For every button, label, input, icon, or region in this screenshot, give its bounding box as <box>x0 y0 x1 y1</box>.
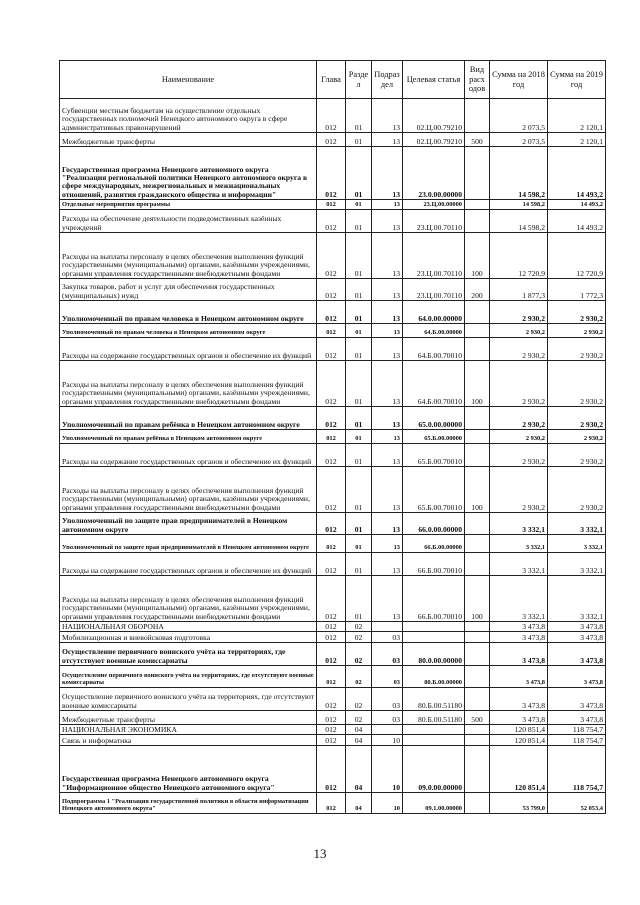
cell-glava: 012 <box>317 576 346 622</box>
cell-name: Уполномоченный по защите прав предпринимателей в Ненецком автономном округе <box>60 535 317 553</box>
cell-razdel: 01 <box>346 279 372 301</box>
cell-name: Расходы на выплаты персоналу в целях обеспечения выполнения функций государственными (муниципальными) органами, казёнными учреждениями, органами управления государственными внебюджетными фондами <box>60 233 317 279</box>
table-row <box>60 233 606 279</box>
cell-vid <box>465 513 490 535</box>
cell-sum-2019: 3 473,8 <box>548 632 606 643</box>
cell-vid <box>465 632 490 643</box>
cell-statya: 80.Б.00.51180 <box>403 711 465 725</box>
cell-statya: 65.Б.00.70010 <box>403 444 465 467</box>
table-row <box>60 324 606 338</box>
cell-name: Уполномоченный по защите прав предпринимателей в Ненецком автономном округе <box>60 513 317 535</box>
cell-name: Осуществление первичного воинского учёта на территориях, где отсутствуют военные комиссариаты <box>60 643 317 666</box>
table-row <box>60 361 606 407</box>
cell-podrazdel: 03 <box>372 666 403 688</box>
cell-name: Государственная программа Ненецкого автономного округа "Информационное общество Ненецкого автономного округа" <box>60 746 317 793</box>
cell-vid <box>465 793 490 814</box>
cell-sum-2018: 3 473,8 <box>490 688 548 711</box>
cell-statya: 66.Б.00.00000 <box>403 535 465 553</box>
cell-sum-2018: 2 930,2 <box>490 467 548 513</box>
cell-name: Расходы на содержание государственных органов и обеспечение их функций <box>60 444 317 467</box>
cell-glava: 012 <box>317 407 346 430</box>
cell-vid: 100 <box>465 361 490 407</box>
cell-razdel: 04 <box>346 793 372 814</box>
cell-name: Уполномоченный по правам человека в Ненецком автономном округе <box>60 324 317 338</box>
cell-sum-2019: 3 473,8 <box>548 688 606 711</box>
table-row <box>60 622 606 632</box>
cell-podrazdel: 03 <box>372 711 403 725</box>
cell-sum-2019: 3 473,8 <box>548 666 606 688</box>
table-body <box>60 99 606 814</box>
cell-podrazdel: 13 <box>372 200 403 210</box>
cell-sum-2018: 3 473,8 <box>490 711 548 725</box>
cell-statya: 66.Б.00.70010 <box>403 576 465 622</box>
cell-razdel: 01 <box>346 467 372 513</box>
cell-sum-2018: 2 930,2 <box>490 407 548 430</box>
cell-razdel: 02 <box>346 622 372 632</box>
table-row <box>60 301 606 324</box>
page-number: 13 <box>313 846 327 861</box>
cell-statya: 80.Б.00.00000 <box>403 666 465 688</box>
cell-sum-2019: 52 053,4 <box>548 793 606 814</box>
cell-glava: 012 <box>317 666 346 688</box>
cell-sum-2019: 12 720,9 <box>548 233 606 279</box>
table-row <box>60 210 606 233</box>
cell-statya: 02.Ц.00.79210 <box>403 99 465 133</box>
cell-vid <box>465 147 490 200</box>
cell-podrazdel: 03 <box>372 688 403 711</box>
cell-sum-2019: 118 754,7 <box>548 735 606 746</box>
cell-sum-2019: 2 930,2 <box>548 338 606 361</box>
cell-podrazdel <box>372 725 403 735</box>
cell-vid <box>465 688 490 711</box>
cell-glava: 012 <box>317 147 346 200</box>
cell-statya: 80.0.00.00000 <box>403 643 465 666</box>
cell-statya: 66.Б.00.70010 <box>403 553 465 576</box>
cell-statya: 64.Б.00.70010 <box>403 361 465 407</box>
cell-sum-2018: 3 332,1 <box>490 576 548 622</box>
cell-statya: 23.Ц.00.70110 <box>403 233 465 279</box>
cell-podrazdel: 13 <box>372 210 403 233</box>
table-row <box>60 147 606 200</box>
header-razdel: Разде л <box>346 61 372 99</box>
cell-vid <box>465 407 490 430</box>
cell-name: Межбюджетные трансферты <box>60 711 317 725</box>
cell-vid: 500 <box>465 711 490 725</box>
header-sum-2019: Сумма на 2019 год <box>548 61 606 99</box>
cell-glava: 012 <box>317 279 346 301</box>
table-row <box>60 338 606 361</box>
cell-razdel: 01 <box>346 361 372 407</box>
table-row <box>60 666 606 688</box>
cell-podrazdel: 13 <box>372 535 403 553</box>
cell-vid <box>465 210 490 233</box>
cell-sum-2019: 118 754,7 <box>548 746 606 793</box>
cell-name: Расходы на выплаты персоналу в целях обеспечения выполнения функций государственными (муниципальными) органами, казёнными учреждениями, органами управления государственными внебюджетными фондами <box>60 576 317 622</box>
table-row <box>60 407 606 430</box>
table-row <box>60 632 606 643</box>
cell-razdel: 02 <box>346 711 372 725</box>
cell-sum-2018: 2 073,5 <box>490 99 548 133</box>
cell-glava: 012 <box>317 444 346 467</box>
cell-vid: 100 <box>465 467 490 513</box>
cell-razdel: 01 <box>346 301 372 324</box>
cell-podrazdel: 13 <box>372 99 403 133</box>
header-glava: Глава <box>317 61 346 99</box>
cell-sum-2019: 14 493,2 <box>548 210 606 233</box>
cell-statya <box>403 725 465 735</box>
cell-vid <box>465 553 490 576</box>
cell-razdel: 01 <box>346 430 372 444</box>
cell-statya: 80.Б.00.51180 <box>403 688 465 711</box>
table-row <box>60 99 606 133</box>
cell-sum-2019: 3 473,8 <box>548 643 606 666</box>
cell-razdel: 01 <box>346 133 372 147</box>
cell-sum-2018: 3 473,8 <box>490 643 548 666</box>
cell-podrazdel: 13 <box>372 279 403 301</box>
cell-name: НАЦИОНАЛЬНАЯ ЭКОНОМИКА <box>60 725 317 735</box>
cell-podrazdel: 13 <box>372 576 403 622</box>
header-vid: Вид расх одов <box>465 61 490 99</box>
cell-sum-2019: 3 473,8 <box>548 622 606 632</box>
cell-vid: 100 <box>465 576 490 622</box>
cell-name: Мобилизационная и вневойсковая подготовка <box>60 632 317 643</box>
cell-sum-2018: 120 851,4 <box>490 746 548 793</box>
cell-razdel: 01 <box>346 444 372 467</box>
table-row <box>60 200 606 210</box>
cell-sum-2019: 2 930,2 <box>548 301 606 324</box>
cell-sum-2018: 14 598,2 <box>490 210 548 233</box>
cell-vid <box>465 622 490 632</box>
cell-glava: 012 <box>317 133 346 147</box>
cell-sum-2018: 2 930,2 <box>490 361 548 407</box>
cell-sum-2018: 2 930,2 <box>490 430 548 444</box>
cell-name: Осуществление первичного воинского учёта на территориях, где отсутствуют военные комиссариаты <box>60 666 317 688</box>
cell-glava: 012 <box>317 338 346 361</box>
cell-sum-2018: 2 930,2 <box>490 301 548 324</box>
table-row <box>60 711 606 725</box>
table-row <box>60 688 606 711</box>
cell-podrazdel <box>372 622 403 632</box>
cell-vid <box>465 430 490 444</box>
cell-vid <box>465 444 490 467</box>
cell-sum-2018: 2 930,2 <box>490 324 548 338</box>
cell-vid: 500 <box>465 133 490 147</box>
cell-razdel: 01 <box>346 200 372 210</box>
cell-sum-2018: 3 332,1 <box>490 535 548 553</box>
cell-statya: 23.Ц.00.70110 <box>403 279 465 301</box>
cell-statya: 64.Б.00.00000 <box>403 324 465 338</box>
cell-podrazdel: 13 <box>372 430 403 444</box>
table-row <box>60 279 606 301</box>
cell-statya: 64.Б.00.70010 <box>403 338 465 361</box>
cell-name: Уполномоченный по правам человека в Ненецком автономном округе <box>60 301 317 324</box>
cell-sum-2019: 2 120,1 <box>548 99 606 133</box>
cell-sum-2019: 118 754,7 <box>548 725 606 735</box>
cell-podrazdel: 10 <box>372 735 403 746</box>
cell-glava: 012 <box>317 725 346 735</box>
cell-name: Расходы на выплаты персоналу в целях обеспечения выполнения функций государственными (муниципальными) органами, казёнными учреждениями, органами управления государственными внебюджетными фондами <box>60 467 317 513</box>
cell-statya <box>403 622 465 632</box>
cell-sum-2019: 1 772,3 <box>548 279 606 301</box>
cell-vid <box>465 99 490 133</box>
cell-statya: 23.Ц.00.70110 <box>403 210 465 233</box>
cell-sum-2019: 3 332,1 <box>548 535 606 553</box>
cell-sum-2018: 14 598,2 <box>490 147 548 200</box>
cell-glava: 012 <box>317 301 346 324</box>
cell-podrazdel: 13 <box>372 324 403 338</box>
cell-vid <box>465 338 490 361</box>
cell-razdel: 02 <box>346 688 372 711</box>
cell-statya <box>403 735 465 746</box>
cell-glava: 012 <box>317 711 346 725</box>
cell-razdel: 02 <box>346 643 372 666</box>
cell-statya: 65.Б.00.70010 <box>403 467 465 513</box>
cell-razdel: 02 <box>346 632 372 643</box>
cell-razdel: 01 <box>346 324 372 338</box>
cell-name: Закупка товаров, работ и услуг для обеспечения государственных (муниципальных) нужд <box>60 279 317 301</box>
cell-sum-2018: 3 473,8 <box>490 622 548 632</box>
header-statya: Целевая статья <box>403 61 465 99</box>
cell-razdel: 01 <box>346 99 372 133</box>
cell-sum-2019: 3 332,1 <box>548 513 606 535</box>
cell-podrazdel: 13 <box>372 467 403 513</box>
cell-vid <box>465 725 490 735</box>
cell-razdel: 01 <box>346 535 372 553</box>
cell-glava: 012 <box>317 746 346 793</box>
cell-podrazdel: 10 <box>372 793 403 814</box>
cell-glava: 012 <box>317 553 346 576</box>
cell-sum-2019: 2 930,2 <box>548 324 606 338</box>
cell-sum-2019: 3 332,1 <box>548 576 606 622</box>
cell-vid <box>465 324 490 338</box>
cell-sum-2018: 3 332,1 <box>490 513 548 535</box>
cell-podrazdel: 10 <box>372 746 403 793</box>
cell-razdel: 01 <box>346 233 372 279</box>
cell-podrazdel: 03 <box>372 643 403 666</box>
cell-sum-2018: 2 930,2 <box>490 338 548 361</box>
cell-razdel: 01 <box>346 576 372 622</box>
table-row <box>60 467 606 513</box>
table-row <box>60 746 606 793</box>
cell-vid <box>465 643 490 666</box>
cell-podrazdel: 13 <box>372 133 403 147</box>
cell-sum-2019: 14 493,2 <box>548 200 606 210</box>
cell-name: Уполномоченный по правам ребёнка в Ненецком автономном округе <box>60 407 317 430</box>
table-row <box>60 576 606 622</box>
table-row <box>60 133 606 147</box>
cell-sum-2018: 2 073,5 <box>490 133 548 147</box>
cell-name: Уполномоченный по правам ребёнка в Ненецком автономном округе <box>60 430 317 444</box>
cell-name: Подпрограмма 1 "Реализация государственной политики в области информатизации Ненецкого автономного округа" <box>60 793 317 814</box>
cell-statya: 02.Ц.00.79210 <box>403 133 465 147</box>
cell-razdel: 04 <box>346 735 372 746</box>
cell-sum-2018: 14 598,2 <box>490 200 548 210</box>
cell-razdel: 02 <box>346 666 372 688</box>
cell-sum-2019: 3 332,1 <box>548 553 606 576</box>
table-row <box>60 430 606 444</box>
cell-razdel: 01 <box>346 407 372 430</box>
cell-vid: 100 <box>465 233 490 279</box>
cell-name: Субвенции местным бюджетам на осуществление отдельных государственных полномочий Ненецкого автономного округа в сфере административных правонарушений <box>60 99 317 133</box>
cell-vid <box>465 666 490 688</box>
cell-sum-2018: 120 851,4 <box>490 735 548 746</box>
cell-razdel: 01 <box>346 210 372 233</box>
cell-vid <box>465 535 490 553</box>
cell-name: Связь и информатика <box>60 735 317 746</box>
cell-statya: 09.1.00.00000 <box>403 793 465 814</box>
cell-glava: 012 <box>317 324 346 338</box>
cell-name: Осуществление первичного воинского учёта на территориях, где отсутствуют военные комиссариаты <box>60 688 317 711</box>
cell-podrazdel: 13 <box>372 301 403 324</box>
cell-glava: 012 <box>317 200 346 210</box>
cell-sum-2018: 3 473,8 <box>490 666 548 688</box>
cell-sum-2018: 3 332,1 <box>490 553 548 576</box>
cell-razdel: 01 <box>346 147 372 200</box>
cell-statya: 23.Ц.00.00000 <box>403 200 465 210</box>
cell-statya: 23.0.00.00000 <box>403 147 465 200</box>
cell-glava: 012 <box>317 210 346 233</box>
cell-glava: 012 <box>317 430 346 444</box>
cell-sum-2019: 2 930,2 <box>548 407 606 430</box>
cell-name: Расходы на выплаты персоналу в целях обеспечения выполнения функций государственными (муниципальными) органами, казёнными учреждениями, органами управления государственными внебюджетными фондами <box>60 361 317 407</box>
cell-glava: 012 <box>317 643 346 666</box>
cell-sum-2018: 120 851,4 <box>490 725 548 735</box>
cell-razdel: 01 <box>346 513 372 535</box>
cell-sum-2018: 12 720,9 <box>490 233 548 279</box>
cell-podrazdel: 13 <box>372 233 403 279</box>
cell-name: Отдельные мероприятия программы <box>60 200 317 210</box>
cell-statya: 65.Б.00.00000 <box>403 430 465 444</box>
cell-sum-2019: 2 930,2 <box>548 361 606 407</box>
table-row <box>60 643 606 666</box>
header-name: Наименование <box>60 61 317 99</box>
cell-podrazdel: 03 <box>372 632 403 643</box>
table-row <box>60 513 606 535</box>
cell-sum-2019: 2 930,2 <box>548 444 606 467</box>
cell-sum-2018: 53 799,0 <box>490 793 548 814</box>
cell-statya: 66.0.00.00000 <box>403 513 465 535</box>
table-row <box>60 725 606 735</box>
cell-sum-2019: 3 473,8 <box>548 711 606 725</box>
cell-sum-2018: 2 930,2 <box>490 444 548 467</box>
cell-name: Расходы на обеспечение деятельности подведомственных казённых учреждений <box>60 210 317 233</box>
table-row <box>60 444 606 467</box>
cell-name: Государственная программа Ненецкого автономного округа "Реализация региональной политики Ненецкого автономного округа в сфере международных, межрегиональных и межнациональных отношений, развития гражданского общества и информации" <box>60 147 317 200</box>
cell-razdel: 01 <box>346 338 372 361</box>
cell-razdel: 04 <box>346 725 372 735</box>
cell-glava: 012 <box>317 735 346 746</box>
cell-glava: 012 <box>317 467 346 513</box>
cell-glava: 012 <box>317 688 346 711</box>
cell-vid <box>465 301 490 324</box>
cell-sum-2019: 2 930,2 <box>548 430 606 444</box>
cell-vid <box>465 200 490 210</box>
cell-podrazdel: 13 <box>372 147 403 200</box>
cell-podrazdel: 13 <box>372 407 403 430</box>
cell-podrazdel: 13 <box>372 553 403 576</box>
cell-glava: 012 <box>317 793 346 814</box>
cell-razdel: 01 <box>346 553 372 576</box>
cell-sum-2019: 2 930,2 <box>548 467 606 513</box>
cell-vid: 200 <box>465 279 490 301</box>
cell-sum-2019: 14 493,2 <box>548 147 606 200</box>
cell-podrazdel: 13 <box>372 361 403 407</box>
table-header-row <box>60 61 606 99</box>
cell-statya: 09.0.00.00000 <box>403 746 465 793</box>
cell-statya: 64.0.00.00000 <box>403 301 465 324</box>
cell-vid <box>465 735 490 746</box>
cell-name: Расходы на содержание государственных органов и обеспечение их функций <box>60 553 317 576</box>
cell-podrazdel: 13 <box>372 444 403 467</box>
cell-vid <box>465 746 490 793</box>
header-sum-2018: Сумма на 2018 год <box>490 61 548 99</box>
cell-razdel: 04 <box>346 746 372 793</box>
table-row <box>60 793 606 814</box>
cell-glava: 012 <box>317 622 346 632</box>
cell-glava: 012 <box>317 513 346 535</box>
cell-podrazdel: 13 <box>372 338 403 361</box>
cell-sum-2019: 2 120,1 <box>548 133 606 147</box>
cell-name: Межбюджетные трансферты <box>60 133 317 147</box>
cell-sum-2018: 3 473,8 <box>490 632 548 643</box>
cell-statya: 65.0.00.00000 <box>403 407 465 430</box>
budget-table <box>59 60 606 814</box>
cell-glava: 012 <box>317 233 346 279</box>
cell-glava: 012 <box>317 535 346 553</box>
table-row <box>60 553 606 576</box>
header-podrazdel: Подраз дел <box>372 61 403 99</box>
cell-podrazdel: 13 <box>372 513 403 535</box>
cell-statya <box>403 632 465 643</box>
cell-glava: 012 <box>317 99 346 133</box>
cell-sum-2018: 1 877,3 <box>490 279 548 301</box>
table-row <box>60 535 606 553</box>
table-row <box>60 735 606 746</box>
cell-name: Расходы на содержание государственных органов и обеспечение их функций <box>60 338 317 361</box>
cell-glava: 012 <box>317 632 346 643</box>
cell-glava: 012 <box>317 361 346 407</box>
cell-name: НАЦИОНАЛЬНАЯ ОБОРОНА <box>60 622 317 632</box>
